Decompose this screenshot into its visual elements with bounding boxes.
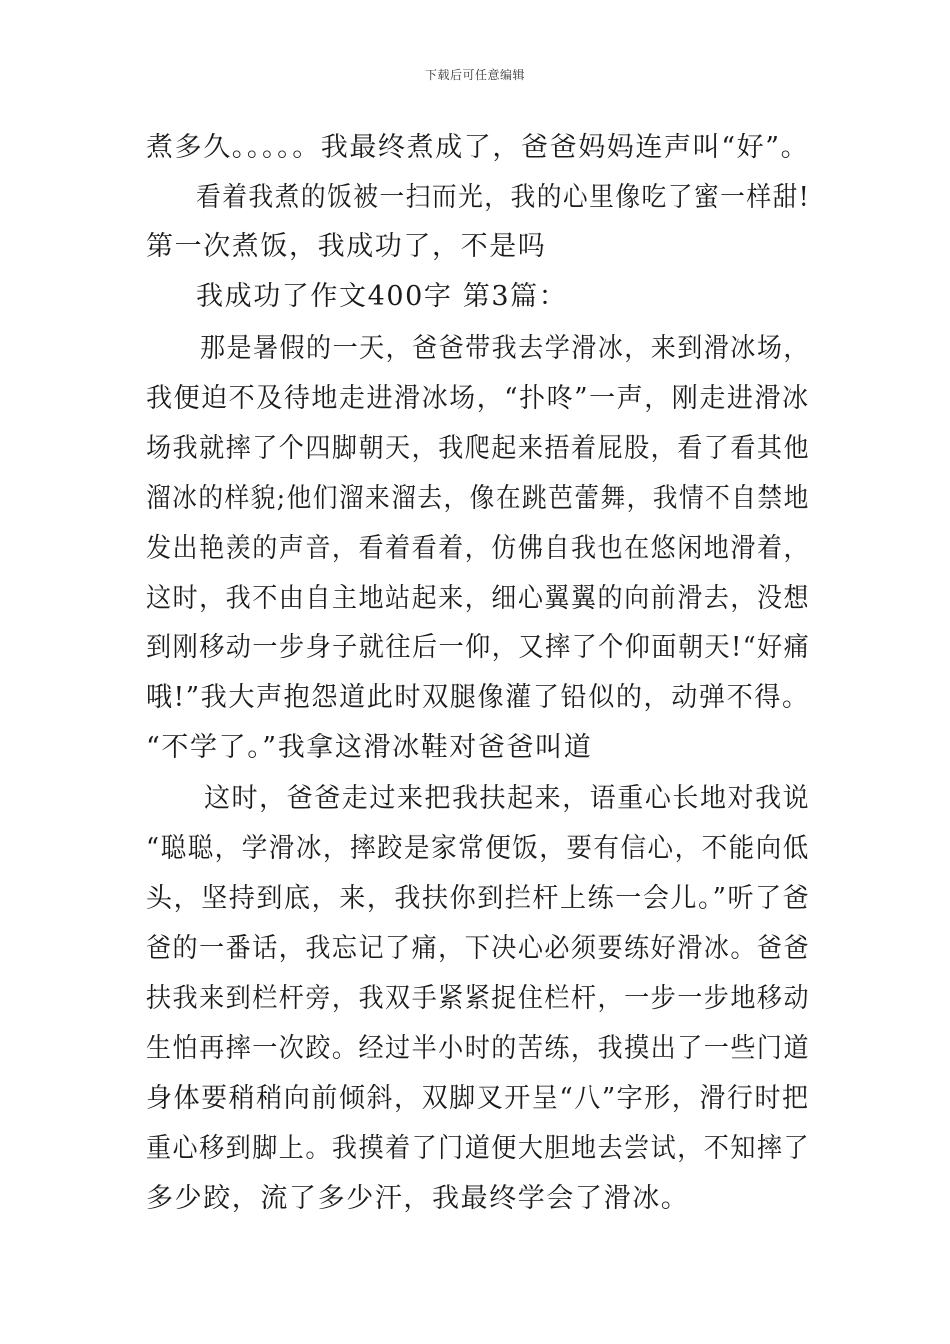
text-line: 重心移到脚上。我摸着了门道便大胆地去尝试，不知摔了 [146, 1133, 811, 1164]
text-line: 这时，爸爸走过来把我扶起来，语重心长地对我说 [204, 783, 811, 814]
text-line: 煮多久。。。。。我最终煮成了，爸爸妈妈连声叫“好”。 [146, 132, 810, 163]
page-header-note: 下载后可任意编辑 [424, 68, 525, 82]
text-line: 这时，我不由自主地站起来，细心翼翼的向前滑去，没想 [146, 583, 811, 614]
text-line: “聪聪，学滑冰，摔跤是家常便饭，要有信心，不能向低 [146, 833, 810, 864]
text-line: 我便迫不及待地走进滑冰场，“扑咚”一声，刚走进滑冰 [146, 383, 810, 414]
text-line: 溜冰的样貌;他们溜来溜去，像在跳芭蕾舞，我情不自禁地 [146, 483, 810, 514]
text-line: 哦!”我大声抱怨道此时双腿像灌了铅似的，动弹不得。 [146, 682, 810, 713]
text-line: 发出艳羡的声音，看着看着，仿佛自我也在悠闲地滑着， [146, 533, 811, 564]
text-line: 身体要稍稍向前倾斜，双脚叉开呈“八”字形，滑行时把 [146, 1083, 810, 1114]
text-line: 那是暑假的一天，爸爸带我去学滑冰，来到滑冰场， [200, 333, 810, 364]
text-line: 爸的一番话，我忘记了痛，下决心必须要练好滑冰。爸爸 [146, 933, 811, 964]
text-line: 第一次煮饭，我成功了，不是吗 [146, 231, 547, 262]
text-line: “不学了。”我拿这滑冰鞋对爸爸叫道 [146, 732, 593, 763]
text-line: 场我就摔了个四脚朝天，我爬起来捂着屁股，看了看其他 [146, 433, 811, 464]
text-line: 头，坚持到底，来，我扶你到拦杆上练一会儿。”听了爸 [146, 883, 811, 914]
text-line: 生怕再摔一次跤。经过半小时的苦练，我摸出了一些门道 [146, 1033, 811, 1064]
text-line: 看着我煮的饭被一扫而光，我的心里像吃了蜜一样甜! [196, 182, 811, 213]
text-line: 多少跤，流了多少汗，我最终学会了滑冰。 [146, 1183, 690, 1214]
text-line: 扶我来到栏杆旁，我双手紧紧捉住栏杆，一步一步地移动 [146, 983, 811, 1014]
text-line: 到刚移动一步身子就往后一仰，又摔了个仰面朝天!“好痛 [146, 632, 811, 663]
section-heading: 我成功了作文400字 第3篇： [196, 281, 568, 312]
